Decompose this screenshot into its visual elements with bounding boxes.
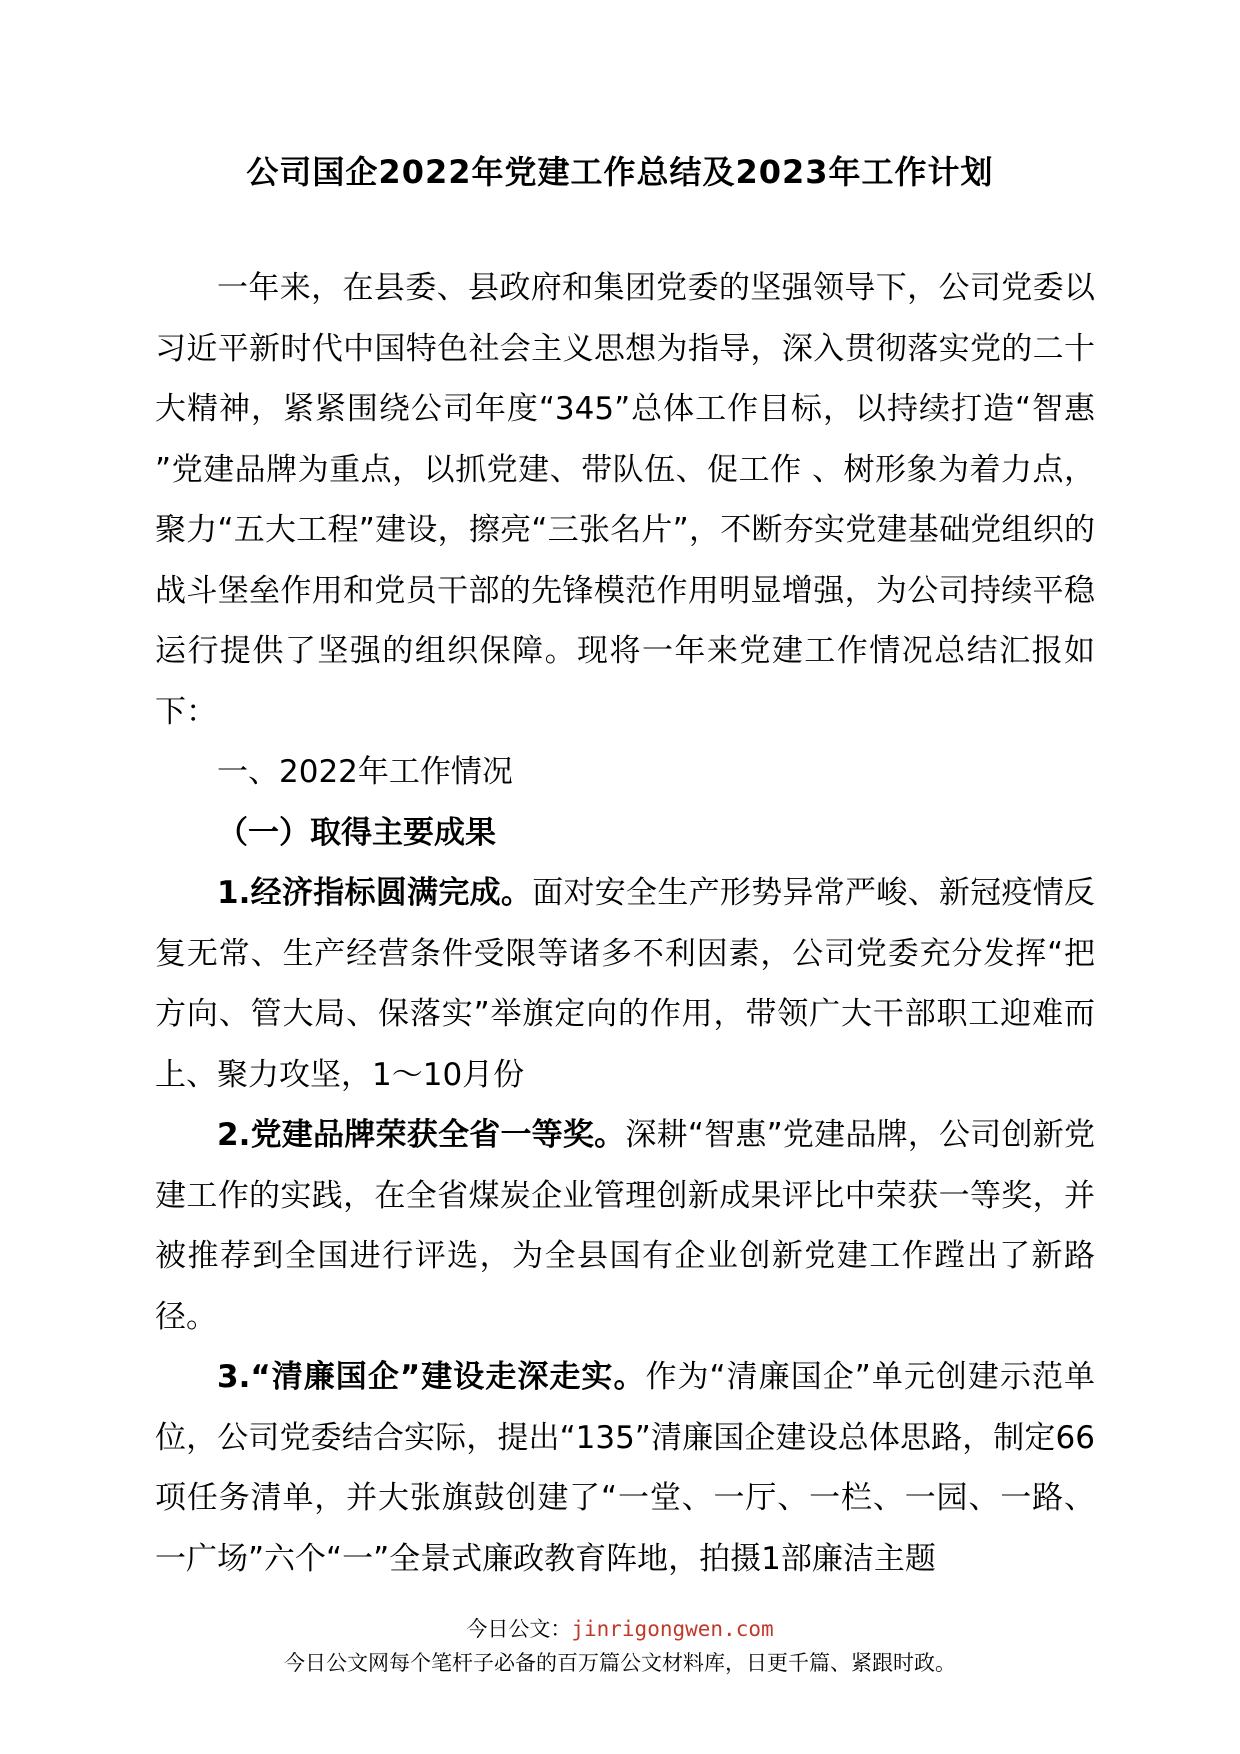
intro-paragraph: 一年来，在县委、县政府和集团党委的坚强领导下，公司党委以习近平新时代中国特色社会主义思想为指导，深入贯彻落实党的二十大精神，紧紧围绕公司年度“345”总体工作目标，以持续打造“智惠 ”党建品牌为重点，以抓党建、带队伍、促工作 、树形象为着力点，聚力“五大工程”建设，擦亮“三张名片”，不断夯实党建基础党组织的战斗堡垒作用和党员干部的先锋模范作用明显增强，为公司持续平稳运行提供了坚强的组织保障。现将一年来党建工作情况总结汇报如下： (155, 270, 1095, 730)
document-title: 公司国企2022年党建工作总结及2023年工作计划 (246, 153, 994, 191)
footer-url-link[interactable]: jinrigongwen.com (571, 1617, 774, 1641)
footer-source-line (0, 1612, 1240, 1646)
footer-slogan: 今日公文网每个笔杆子必备的百万篇公文材料库，日更千篇、紧跟时政。 (284, 1651, 956, 1675)
section-heading: 一、2022年工作情况 (217, 754, 513, 790)
footer-source-label: 今日公文： (466, 1617, 572, 1641)
item-title-3: 3.“清廉国企”建设走深走实。 (217, 1359, 646, 1395)
item-text-2: 深耕“智惠”党建品牌，公司创新党建工作的实践，在全省煤炭企业管理创新成果评比中荣获一等奖，并被推荐到全国进行评选，为全县国有企业创新党建工作蹚出了新路径。 (155, 1117, 1095, 1335)
document-body (155, 258, 1095, 1589)
page-footer (0, 1612, 1240, 1680)
item-paragraph-1 (155, 863, 1095, 1105)
item-paragraph-2 (155, 1105, 1095, 1347)
item-paragraph-3 (155, 1347, 1095, 1589)
item-title-1: 1.经济指标圆满完成。 (217, 875, 533, 911)
subsection-heading: （一）取得主要成果 (217, 814, 496, 851)
item-text-3: 作为“清廉国企”单元创建示范单位，公司党委结合实际，提出“135”清廉国企建设总体思路，制定66项任务清单，并大张旗鼓创建了“一堂、一厅、一栏、一园、一路、一广场”六个“一”全景式廉政教育阵地，拍摄1部廉洁主题 (155, 1359, 1096, 1577)
item-text-1: 面对安全生产形势异常严峻、新冠疫情反复无常、生产经营条件受限等诸多不利因素，公司党委充分发挥“把方向、管大局、保落实”举旗定向的作用，带领广大干部职工迎难而上、聚力攻坚，1～10月份 (155, 875, 1095, 1093)
item-title-2: 2.党建品牌荣获全省一等奖。 (217, 1117, 626, 1153)
